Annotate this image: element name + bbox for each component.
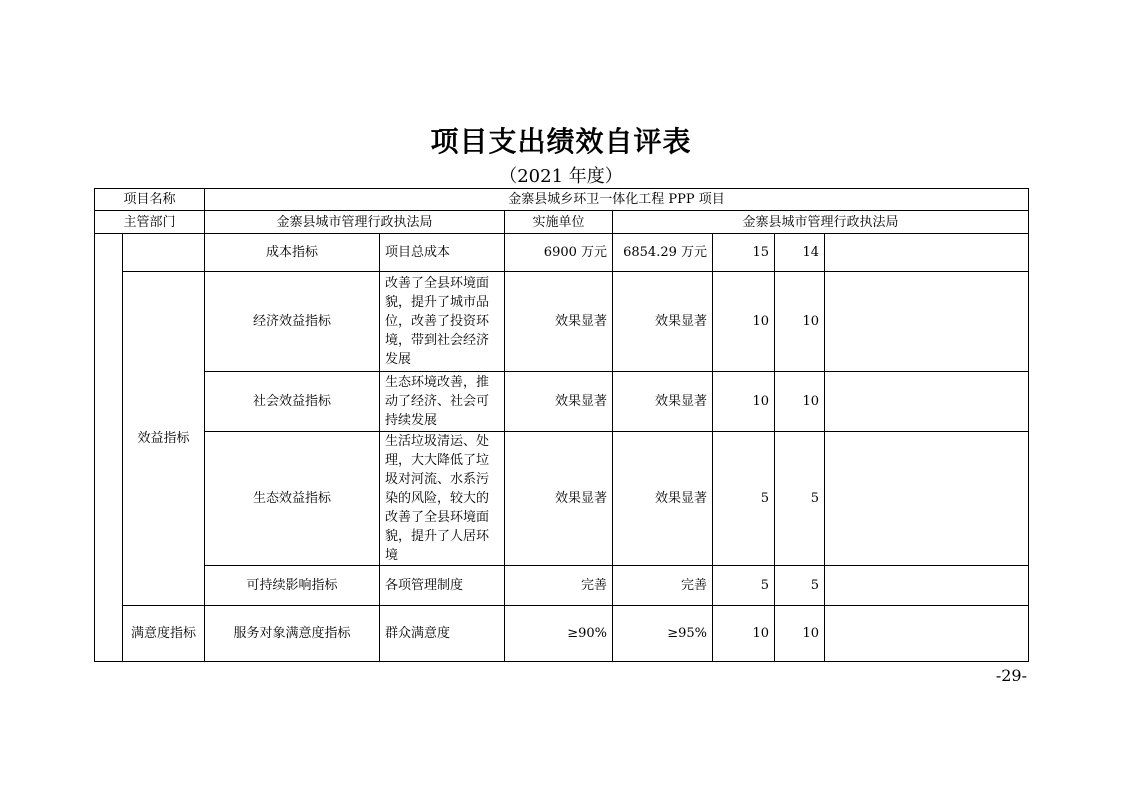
table-row [95, 234, 1029, 272]
target-cell: 效果显著 [505, 372, 613, 432]
indicator-cell: 生态效益指标 [205, 432, 380, 566]
score-cell: 14 [775, 234, 825, 272]
project-name-label: 项目名称 [95, 189, 205, 211]
impl-label: 实施单位 [505, 211, 613, 234]
score-cell: 10 [775, 272, 825, 372]
note-cell [825, 234, 1029, 272]
target-cell: 效果显著 [505, 272, 613, 372]
performance-table [94, 188, 1029, 662]
content-cell: 群众满意度 [380, 606, 505, 662]
note-cell [825, 432, 1029, 566]
target-cell: ≥90% [505, 606, 613, 662]
table-row [95, 211, 1029, 234]
actual-cell: 6854.29 万元 [613, 234, 713, 272]
note-cell [825, 272, 1029, 372]
dept-value: 金寨县城市管理行政执法局 [205, 211, 505, 234]
actual-cell: 效果显著 [613, 272, 713, 372]
project-name-value: 金寨县城乡环卫一体化工程 PPP 项目 [205, 189, 1029, 211]
table-row [95, 189, 1029, 211]
indicator-cell: 成本指标 [205, 234, 380, 272]
group-benefit-label: 效益指标 [123, 272, 205, 606]
indicator-cell: 社会效益指标 [205, 372, 380, 432]
weight-cell: 10 [713, 606, 775, 662]
note-cell [825, 566, 1029, 606]
dept-label: 主管部门 [95, 211, 205, 234]
score-cell: 5 [775, 432, 825, 566]
score-cell: 5 [775, 566, 825, 606]
satisfaction-group-label: 满意度指标 [123, 606, 205, 662]
target-cell: 6900 万元 [505, 234, 613, 272]
target-cell: 完善 [505, 566, 613, 606]
blank-sub-cell [123, 234, 205, 272]
content-cell: 生态环境改善，推动了经济、社会可持续发展 [380, 372, 505, 432]
indicator-cell: 经济效益指标 [205, 272, 380, 372]
weight-cell: 10 [713, 272, 775, 372]
note-cell [825, 606, 1029, 662]
indicator-cell: 可持续影响指标 [205, 566, 380, 606]
content-cell: 各项管理制度 [380, 566, 505, 606]
score-cell: 10 [775, 372, 825, 432]
weight-cell: 5 [713, 566, 775, 606]
weight-cell: 5 [713, 432, 775, 566]
note-cell [825, 372, 1029, 432]
blank-outer-cell [95, 234, 123, 662]
page-number: -29- [995, 666, 1027, 685]
weight-cell: 15 [713, 234, 775, 272]
content-cell: 改善了全县环境面貌，提升了城市品位，改善了投资环境，带到社会经济发展 [380, 272, 505, 372]
actual-cell: ≥95% [613, 606, 713, 662]
target-cell: 效果显著 [505, 432, 613, 566]
table-row [95, 606, 1029, 662]
actual-cell: 完善 [613, 566, 713, 606]
score-cell: 10 [775, 606, 825, 662]
content-cell: 项目总成本 [380, 234, 505, 272]
table-row [95, 566, 1029, 606]
table-row [95, 272, 1029, 372]
indicator-cell: 服务对象满意度指标 [205, 606, 380, 662]
table-row [95, 432, 1029, 566]
weight-cell: 10 [713, 372, 775, 432]
actual-cell: 效果显著 [613, 432, 713, 566]
impl-value: 金寨县城市管理行政执法局 [613, 211, 1029, 234]
table-row [95, 372, 1029, 432]
actual-cell: 效果显著 [613, 372, 713, 432]
page-title: 项目支出绩效自评表 [430, 125, 692, 158]
content-cell: 生活垃圾清运、处理，大大降低了垃圾对河流、水系污染的风险，较大的改善了全县环境面貌，提升了人居环境 [380, 432, 505, 566]
page-subtitle: （2021 年度） [499, 166, 623, 187]
